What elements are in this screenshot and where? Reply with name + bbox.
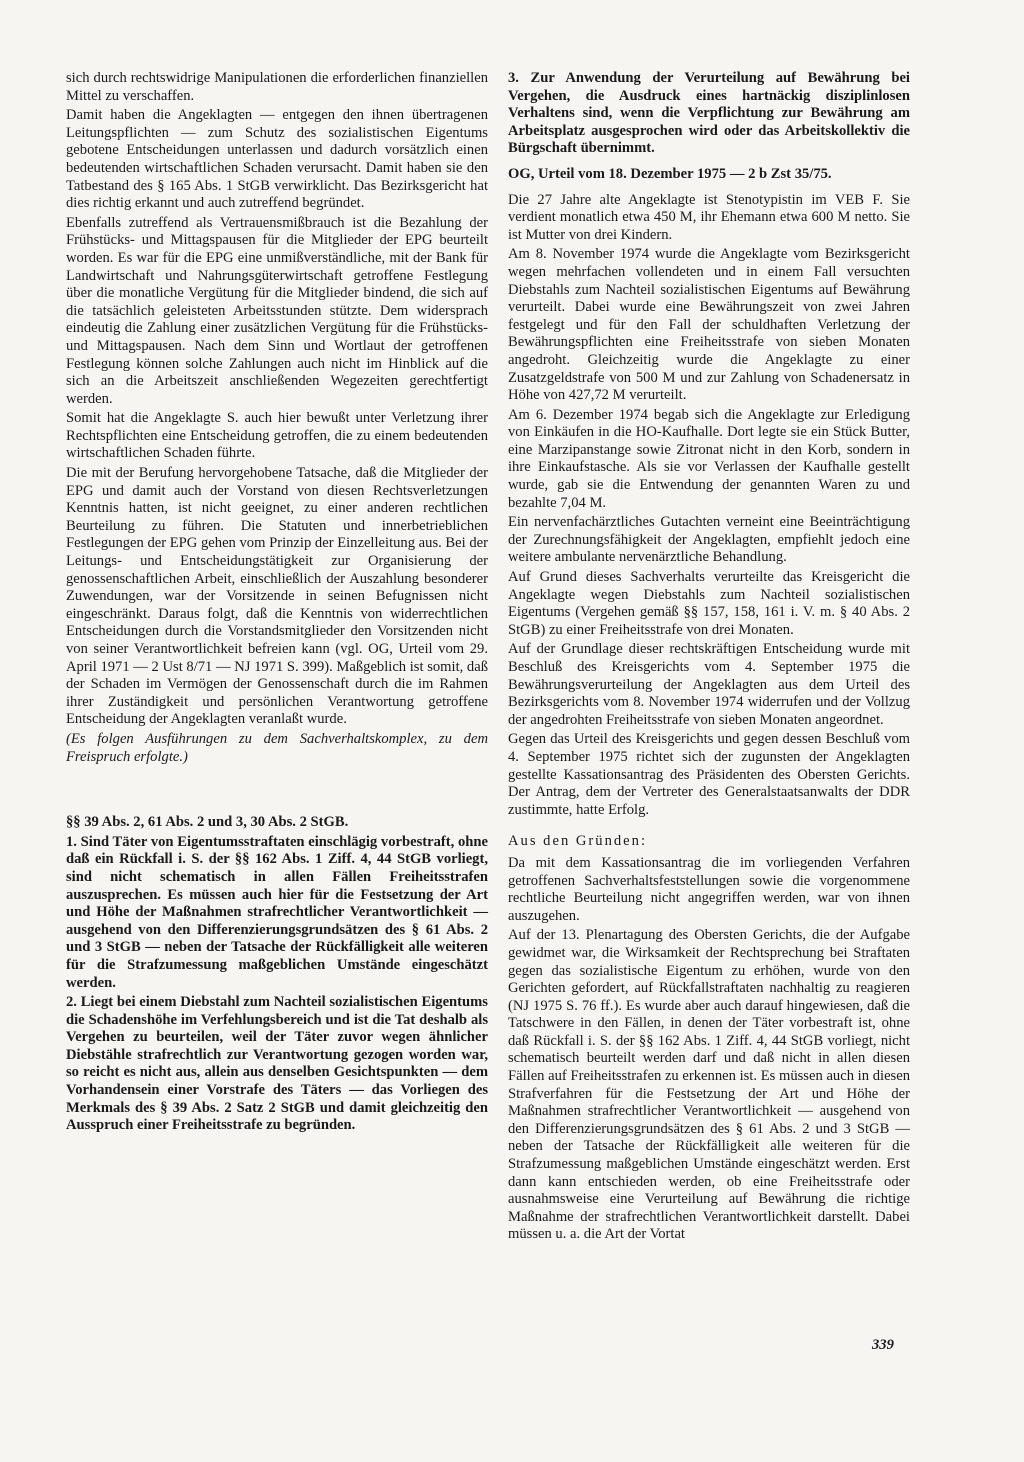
law-reference-heading: §§ 39 Abs. 2, 61 Abs. 2 und 3, 30 Abs. 2 StGB. bbox=[66, 814, 349, 831]
paragraph: Damit haben die Angeklagten — entgegen den ihnen übertragenen Leitungspflichten — zum Schutz des sozialistischen Eigentums gebotene Entscheidungen unterlassen und dadurch vorsätzlich einen bedeutenden wirtschaftlichen Schaden verursacht. Damit haben sie den Tatbestand des § 165 Abs. 1 StGB verwirklicht. Das Bezirksgericht hat dies richtig erkannt und auch zutreffend begründet. bbox=[66, 107, 488, 212]
paragraph: Somit hat die Angeklagte S. auch hier bewußt unter Verletzung ihrer Rechtspflichten eine Entscheidung getroffen, die zu einem bedeutenden wirtschaftlichen Schaden führte. bbox=[66, 410, 488, 462]
paragraph: Ebenfalls zutreffend als Vertrauensmißbrauch ist die Bezahlung der Frühstücks- und Mittagspausen für die Mitglieder der EPG beurteilt worden. Es war für die EPG eine unmißverständliche, mit der Bank für Landwirtschaft und Nahrungsgüterwirtschaft getroffene Festlegung über die monatliche Vergütung für die Mitglieder bindend, die sich auf die tatsächlich geleisteten Arbeitsstunden stützte. Dem widersprach eindeutig die Zahlung einer zusätzlichen Vergütung für die Frühstücks- und Mittagspausen. Nach dem Sinn und Wortlaut der getroffenen Festlegung können solche Zahlungen auch nicht im Hinblick auf die sich an die Arbeitszeit anschließenden Wegezeiten gerechtfertigt werden. bbox=[66, 214, 488, 407]
paragraph: Gegen das Urteil des Kreisgerichts und gegen dessen Beschluß vom 4. September 1975 richtet sich der zugunsten der Angeklagten gestellte Kassationsantrag des Präsidenten des Obersten Gerichts. Der Antrag, dem der Vertreter des Generalstaatsanwalts der DDR zustimmte, hatte Erfolg. bbox=[508, 731, 910, 818]
paragraph: Auf der 13. Plenartagung des Obersten Gerichts, die der Aufgabe gewidmet war, die Wirksamkeit der Rechtsprechung bei Straftaten gegen das sozialistische Eigentum zu erhöhen, wurde von den Gerichten gefordert, auf Rückfallstraftaten nachhaltig zu reagieren (NJ 1975 S. 76 ff.). Es wurde aber auch darauf hingewiesen, daß die Tatschwere in den Fällen, in denen der Täter vorbestraft ist, ohne daß Rückfall i. S. der §§ 162 Abs. 1 Ziff. 4, 44 StGB vorliegt, nicht schematisch beurteilt werden darf und daß nicht in allen diesen Fällen auf Freiheitsstrafen zu erkennen ist. Es müssen auch in diesen Strafverfahren für die Festsetzung der Art und Höhe der Maßnahmen strafrechtlicher Verantwortlichkeit — ausgehend von den Differenzierungsgrundsätzen des § 61 Abs. 2 und 3 StGB — neben der Tatsache der Rückfälligkeit alle weiteren für die Strafzumessung maßgeblichen Umstände eingeschätzt werden. Erst dann kann entschieden werden, ob eine Freiheitsstrafe oder ausnahmsweise eine Verurteilung auf Bewährung die richtige Maßnahme der strafrechtlichen Verantwortlichkeit darstellt. Dabei müssen u. a. die Art der Vortat bbox=[508, 927, 910, 1243]
paragraph: Die 27 Jahre alte Angeklagte ist Stenotypistin im VEB F. Sie verdient monatlich etwa 450 M, ihr Ehemann etwa 600 M netto. Sie ist Mutter von drei Kindern. bbox=[508, 191, 910, 243]
right-column bbox=[508, 70, 910, 1246]
paragraph: Ein nervenfachärztliches Gutachten verneint eine Beeinträchtigung der Zurechnungsfähigkeit der Angeklagten, empfiehlt jedoch eine weitere ambulante nervenärztliche Behandlung. bbox=[508, 514, 910, 566]
paragraph: Da mit dem Kassationsantrag die im vorliegenden Verfahren getroffenen Sachverhaltsfeststellungen sowie die vorgenommene rechtliche Beurteilung nicht angegriffen werden, war von ihnen auszugehen. bbox=[508, 854, 910, 924]
court-citation: OG, Urteil vom 18. Dezember 1975 — 2 b Zst 35/75. bbox=[508, 165, 832, 182]
section-heading-gruende: Aus den Gründen: bbox=[508, 833, 648, 850]
paragraph: Die mit der Berufung hervorgehobene Tatsache, daß die Mitglieder der EPG und damit auch der Vorstand von diesen Rechtsverletzungen Kenntnis hatten, ist nicht geeignet, zu einer anderen rechtlichen Beurteilung zu führen. Die Statuten und innerbetrieblichen Festlegungen der EPG gehen vom Prinzip der Einzelleitung aus. Bei der Leitungs- und Entscheidungstätigkeit zur Organisierung der genossenschaftlichen Arbeit, einschließlich der Auszahlung besonderer Zuwendungen, war der Vorsitzende in seinen Befugnissen nicht eingeschränkt. Daraus folgt, daß die Kenntnis von widerrechtlichen Entscheidungen durch die Vorstandsmitglieder den Vorsitzenden nicht von seiner Verantwortlichkeit befreien kann (vgl. OG, Urteil vom 29. April 1971 — 2 Ust 8/71 — NJ 1971 S. 399). Maßgeblich ist somit, daß der Schaden im Vermögen der Genossenschaft durch die im Rahmen ihrer Zuständigkeit und persönlichen Verantwortung getroffene Entscheidung der Angeklagten veranlaßt wurde. bbox=[66, 465, 488, 728]
headnote-2: 2. Liegt bei einem Diebstahl zum Nachteil sozialistischen Eigentums die Schadenshöhe im Verfehlungsbereich und ist die Tat deshalb als Vergehen zu beurteilen, weil der Täter zuvor wegen ähnlicher Diebstähle strafrechtlich zur Verantwortung gezogen worden war, so reicht es nicht aus, allein aus denselben Gesichtspunkten — dem Vorhandensein einer Vorstrafe des Täters — das Vorliegen des Merkmals des § 39 Abs. 2 Satz 2 StGB und damit gleichzeitig den Ausspruch einer Freiheitsstrafe zu begründen. bbox=[66, 994, 488, 1134]
paragraph: Am 8. November 1974 wurde die Angeklagte vom Bezirksgericht wegen mehrfachen vollendeten und in einem Fall versuchten Diebstahls zum Nachteil sozialistischen Eigentums auf Bewährung verurteilt. Dabei wurde eine Bewährungszeit von zwei Jahren festgelegt und für den Fall der schuldhaften Verletzung der Bewährungspflichten eine Freiheitsstrafe von sieben Monaten angedroht. Gleichzeitig wurde die Angeklagte zu einer Zusatzgeldstrafe von 500 M und zur Zahlung von Schadenersatz in Höhe von 427,72 M verurteilt. bbox=[508, 246, 910, 404]
left-column bbox=[66, 70, 488, 1137]
page-number: 339 bbox=[872, 1337, 894, 1353]
headnote-3: 3. Zur Anwendung der Verurteilung auf Bewährung bei Vergehen, die Ausdruck eines hartnäckig disziplinlosen Verhaltens sind, wenn die Verpflichtung zur Bewährung am Arbeitsplatz ausgesprochen wird oder das Arbeitskollektiv die Bürgschaft übernimmt. bbox=[508, 70, 910, 157]
paragraph: Am 6. Dezember 1974 begab sich die Angeklagte zur Erledigung von Einkäufen in die HO-Kaufhalle. Dort legte sie ein Stück Butter, eine Marzipanstange sowie Zitronat nicht in den Korb, sondern in ihre Einkaufstasche. Als sie vor Verlassen der Kaufhalle gestellt wurde, gab sie die Entwendung der genannten Waren zu und bezahlte 7,04 M. bbox=[508, 406, 910, 511]
headnote-1: 1. Sind Täter von Eigentumsstraftaten einschlägig vorbestraft, ohne daß ein Rückfall i. S. der §§ 162 Abs. 1 Ziff. 4, 44 StGB vorliegt, sind nicht schematisch in allen Fällen Freiheitsstrafen auszusprechen. Es müssen auch hier für die Festsetzung der Art und Höhe der Maßnahmen strafrechtlicher Verantwortlichkeit — ausgehend von den Differenzierungsgrundsätzen des § 61 Abs. 2 und 3 StGB — neben der Tatsache der Rückfälligkeit alle weiteren für die Strafzumessung maßgeblichen Umstände eingeschätzt werden. bbox=[66, 833, 488, 991]
paragraph: sich durch rechtswidrige Manipulationen die erforderlichen finanziellen Mittel zu verschaffen. bbox=[66, 70, 488, 104]
paragraph: Auf der Grundlage dieser rechtskräftigen Entscheidung wurde mit Beschluß des Kreisgerichts vom 4. September 1975 die Bewährungsverurteilung der Angeklagten aus dem Urteil des Bezirksgerichts vom 8. November 1974 widerrufen und der Vollzug der angedrohten Freiheitsstrafe von sieben Monaten angeordnet. bbox=[508, 641, 910, 728]
paragraph: Auf Grund dieses Sachverhalts verurteilte das Kreisgericht die Angeklagte wegen Diebstahls zum Nachteil sozialistischen Eigentums (Vergehen gemäß §§ 157, 158, 161 i. V. m. § 40 Abs. 2 StGB) zu einer Freiheitsstrafe von drei Monaten. bbox=[508, 569, 910, 638]
editorial-note: (Es folgen Ausführungen zu dem Sachverhaltskomplex, zu dem Freispruch erfolgte.) bbox=[66, 730, 488, 765]
